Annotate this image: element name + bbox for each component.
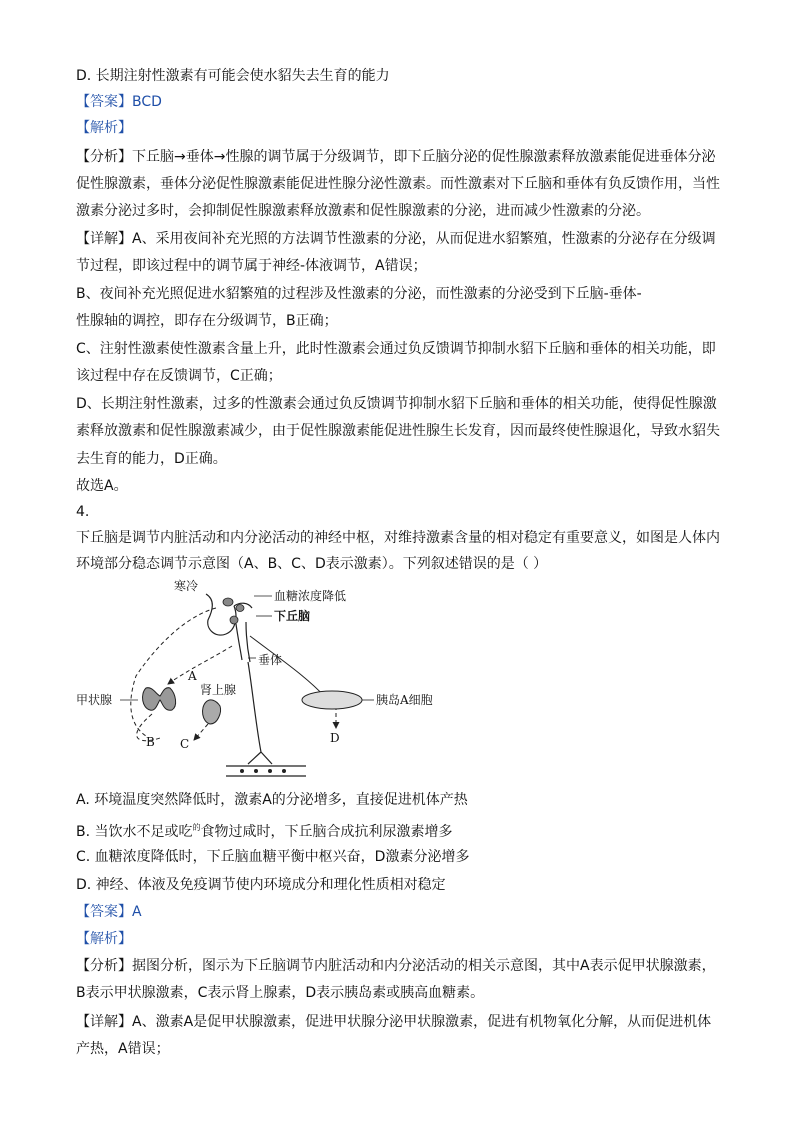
label-hypothalamus: 下丘脑	[274, 609, 311, 623]
label-hormone-a: A	[188, 669, 197, 683]
q4-option-b-glyph: 的	[192, 823, 201, 832]
label-islet-a: 胰岛A细胞	[376, 693, 433, 707]
q4-answer: 【答案】A	[76, 904, 142, 920]
q4-analysis-line: 【详解】A、激素A是促甲状腺激素，促进甲状腺分泌甲状腺激素，促进有机物氧化分解，从而促进机体	[76, 1014, 712, 1030]
q3-analysis-line: 素释放激素和促性腺激素减少，由于促性腺激素能促进性腺生长发育，因而最终使性腺退化，导致水貂失	[76, 423, 720, 439]
q4-option-c: C. 血糖浓度降低时，下丘脑血糖平衡中枢兴奋，D激素分泌增多	[76, 849, 470, 865]
adrenal-gland-shape	[203, 700, 221, 724]
hypothalamus-neurons	[223, 598, 244, 624]
q3-answer: 【答案】BCD	[76, 94, 162, 110]
thyroid-gland-shape	[143, 688, 176, 711]
q4-analysis-line: 产热，A错误；	[76, 1041, 170, 1057]
q3-analysis-line: 该过程中存在反馈调节，C正确；	[76, 368, 282, 384]
islet-a-cell-shape	[302, 691, 362, 709]
dashed-arrow-pituitary-to-thyroid	[168, 646, 232, 684]
q4-analysis-line: 【分析】据图分析，图示为下丘脑调节内脏活动和内分泌活动的相关示意图，其中A表示促甲状腺激素，	[76, 958, 716, 974]
dashed-arrow-adrenal-c	[194, 724, 208, 740]
q3-analysis-line: 节过程，即该过程中的调节属于神经-体液调节，A错误；	[76, 258, 427, 274]
label-adrenal: 肾上腺	[200, 683, 237, 697]
q4-stem-line: 下丘脑是调节内脏活动和内分泌活动的神经中枢，对维持激素含量的相对稳定有重要意义，如图是人体内	[76, 530, 720, 546]
q3-analysis-line: 故选A。	[76, 478, 128, 494]
effector-dots	[240, 769, 286, 773]
q4-number: 4.	[76, 504, 90, 520]
q3-analysis-line: B、夜间补充光照促进水貂繁殖的过程涉及性激素的分泌，而性激素的分泌受到下丘脑-垂体-	[76, 286, 642, 302]
label-thyroid: 甲状腺	[76, 693, 113, 707]
label-cold: 寒冷	[174, 579, 199, 593]
q4-stem-line: 环境部分稳态调节示意图（A、B、C、D表示激素）。下列叙述错误的是（ ）	[76, 556, 548, 572]
effector-base	[226, 752, 306, 776]
label-hormone-d: D	[330, 731, 340, 745]
q3-analysis-line: 【详解】A、采用夜间补充光照的方法调节性激素的分泌，从而促进水貂繁殖，性激素的分泌存在分级调	[76, 231, 716, 247]
label-hormone-b: B	[146, 735, 155, 749]
q3-analysis-line: 【分析】下丘脑→垂体→性腺的调节属于分级调节，即下丘脑分泌的促性腺激素释放激素能促进垂体分泌	[76, 149, 716, 165]
nerve-to-islet	[250, 636, 326, 698]
q4-analysis-heading: 【解析】	[76, 931, 132, 947]
label-hormone-c: C	[180, 737, 190, 751]
q3-analysis-heading: 【解析】	[76, 120, 132, 136]
q4-analysis-line: B表示甲状腺激素，C表示肾上腺素，D表示胰岛素或胰高血糖素。	[76, 985, 485, 1001]
q3-option-d: D. 长期注射性激素有可能会使水貂失去生育的能力	[76, 68, 390, 84]
q4-option-b-post: 食物过咸时，下丘脑合成抗利尿激素增多	[200, 824, 453, 840]
q3-analysis-line: C、注射性激素使性激素含量上升，此时性激素会通过负反馈调节抑制水貂下丘脑和垂体的相关功能，即	[76, 341, 716, 357]
label-pituitary: 垂体	[258, 653, 283, 667]
q3-analysis-line: 激素分泌过多时，会抑制促性腺激素释放激素和促性腺激素的分泌，进而减少性激素的分泌。	[76, 203, 650, 219]
q4-option-a: A. 环境温度突然降低时，激素A的分泌增多，直接促进机体产热	[76, 792, 468, 808]
q3-analysis-line: 促性腺激素，垂体分泌促性腺激素能促进性腺分泌性激素。而性激素对下丘脑和垂体有负反馈作用，当性	[76, 176, 720, 192]
q3-analysis-line: 性腺轴的调控，即存在分级调节，B正确；	[76, 313, 338, 329]
label-blood-sugar-low: 血糖浓度降低	[274, 589, 347, 603]
q4-option-d: D. 神经、体液及免疫调节使内环境成分和理化性质相对稳定	[76, 877, 446, 893]
hypothalamus-regulation-diagram	[76, 576, 456, 786]
q3-analysis-line: 去生育的能力，D正确。	[76, 451, 227, 467]
q4-option-b	[76, 818, 453, 842]
dashed-arrow-feedback-b	[131, 608, 216, 741]
q4-option-b-pre: B. 当饮水不足或吃	[76, 824, 193, 840]
q3-analysis-line: D、长期注射性激素，过多的性激素会通过负反馈调节抑制水貂下丘脑和垂体的相关功能，使得促性腺激	[76, 396, 717, 412]
